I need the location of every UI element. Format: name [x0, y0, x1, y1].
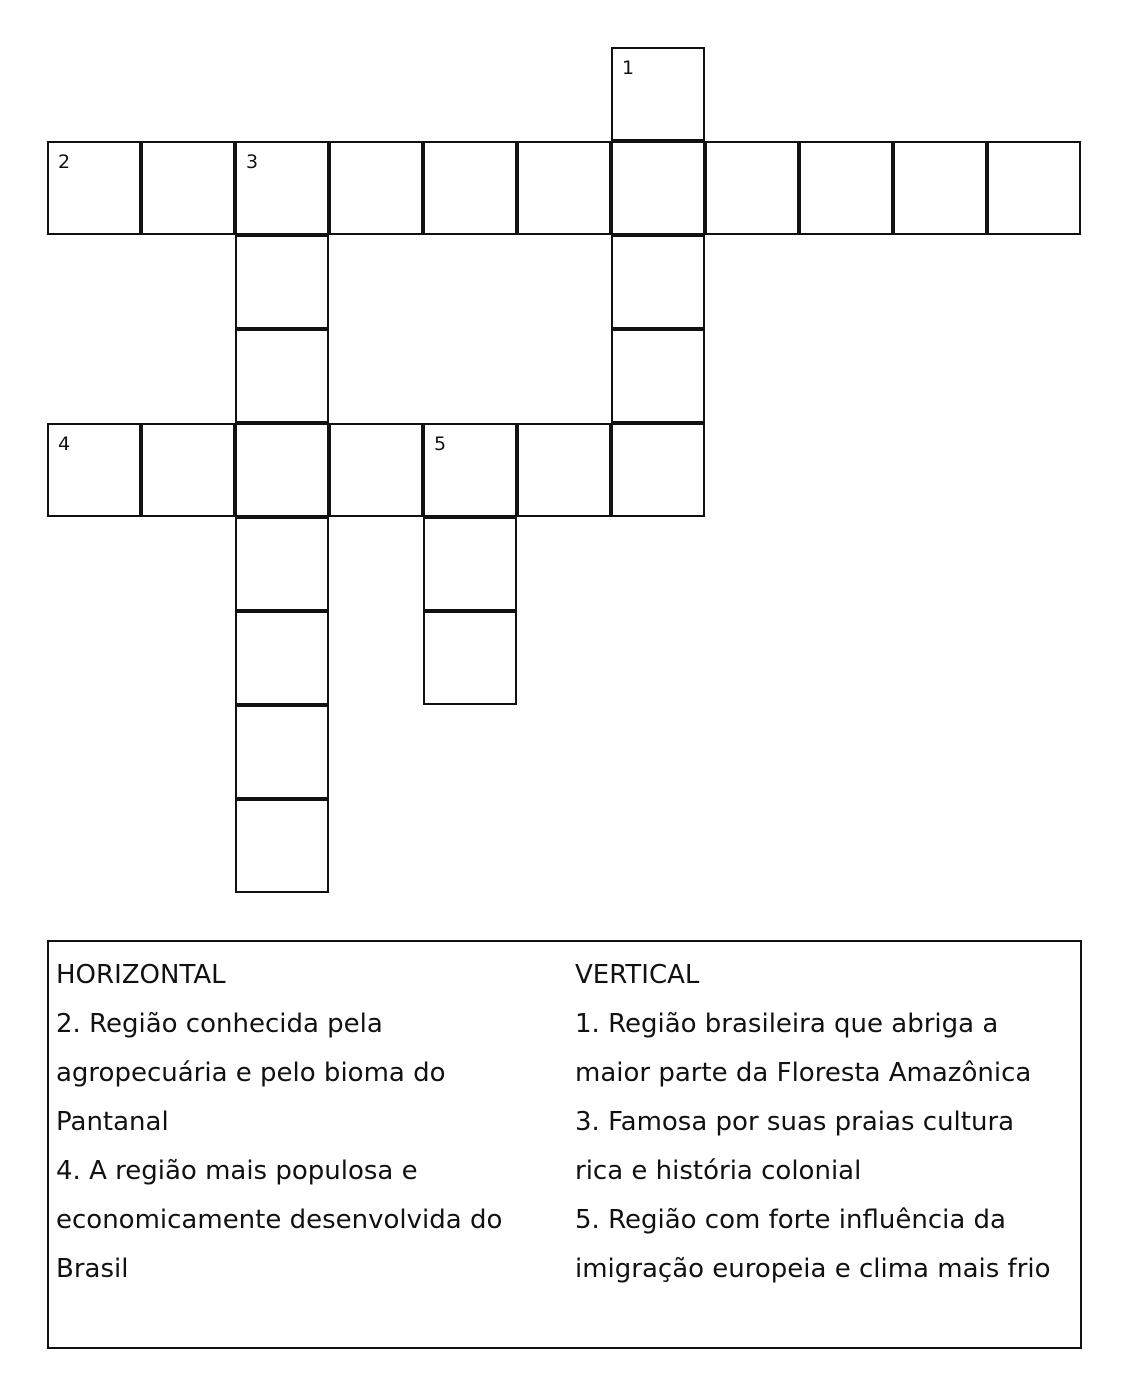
crossword-cell[interactable] — [611, 141, 705, 235]
clue-line: Brasil — [56, 1254, 129, 1284]
crossword-cell[interactable] — [235, 705, 329, 799]
clue-line: maior parte da Floresta Amazônica — [575, 1058, 1032, 1088]
crossword-cell[interactable] — [517, 141, 611, 235]
crossword-cell[interactable] — [141, 141, 235, 235]
crossword-cell[interactable] — [611, 423, 705, 517]
crossword-cell[interactable] — [235, 141, 329, 235]
crossword-cell[interactable] — [423, 611, 517, 705]
horizontal-heading: HORIZONTAL — [56, 960, 226, 990]
clue-line: Pantanal — [56, 1107, 169, 1137]
clue-line: 5. Região com forte influência da — [575, 1205, 1006, 1235]
crossword-cell[interactable] — [517, 423, 611, 517]
clue-line: 4. A região mais populosa e — [56, 1156, 418, 1186]
clue-line: 2. Região conhecida pela — [56, 1009, 383, 1039]
clue-line: agropecuária e pelo bioma do — [56, 1058, 446, 1088]
clue-number: 2 — [58, 151, 71, 173]
crossword-cell[interactable] — [235, 329, 329, 423]
clue-line: imigração europeia e clima mais frio — [575, 1254, 1051, 1284]
crossword-cell[interactable] — [893, 141, 987, 235]
crossword-cell[interactable] — [235, 423, 329, 517]
crossword-cell[interactable] — [987, 141, 1081, 235]
vertical-clues — [575, 951, 1075, 1294]
crossword-cell[interactable] — [141, 423, 235, 517]
clue-line: economicamente desenvolvida do — [56, 1205, 503, 1235]
crossword-cell[interactable] — [423, 517, 517, 611]
crossword-cell[interactable] — [423, 141, 517, 235]
crossword-cell[interactable] — [705, 141, 799, 235]
crossword-cell[interactable] — [47, 141, 141, 235]
clue-number: 4 — [58, 433, 71, 455]
clue-line: 3. Famosa por suas praias cultura — [575, 1107, 1015, 1137]
clue-number: 3 — [246, 151, 259, 173]
clue-number: 5 — [434, 433, 447, 455]
crossword-cell[interactable] — [799, 141, 893, 235]
crossword-cell[interactable] — [611, 235, 705, 329]
crossword-cell[interactable] — [611, 329, 705, 423]
crossword-cell[interactable] — [423, 423, 517, 517]
crossword-cell[interactable] — [235, 799, 329, 893]
horizontal-clues — [56, 951, 556, 1294]
crossword-cell[interactable] — [235, 611, 329, 705]
crossword-cell[interactable] — [329, 141, 423, 235]
crossword-cell[interactable] — [329, 423, 423, 517]
crossword-cell[interactable] — [47, 423, 141, 517]
crossword-cell[interactable] — [235, 517, 329, 611]
clue-number: 1 — [622, 57, 635, 79]
crossword-cell[interactable] — [235, 235, 329, 329]
clue-line: rica e história colonial — [575, 1156, 862, 1186]
crossword-cell[interactable] — [611, 47, 705, 141]
clue-line: 1. Região brasileira que abriga a — [575, 1009, 999, 1039]
clues-box — [47, 940, 1082, 1349]
vertical-heading: VERTICAL — [575, 960, 700, 990]
